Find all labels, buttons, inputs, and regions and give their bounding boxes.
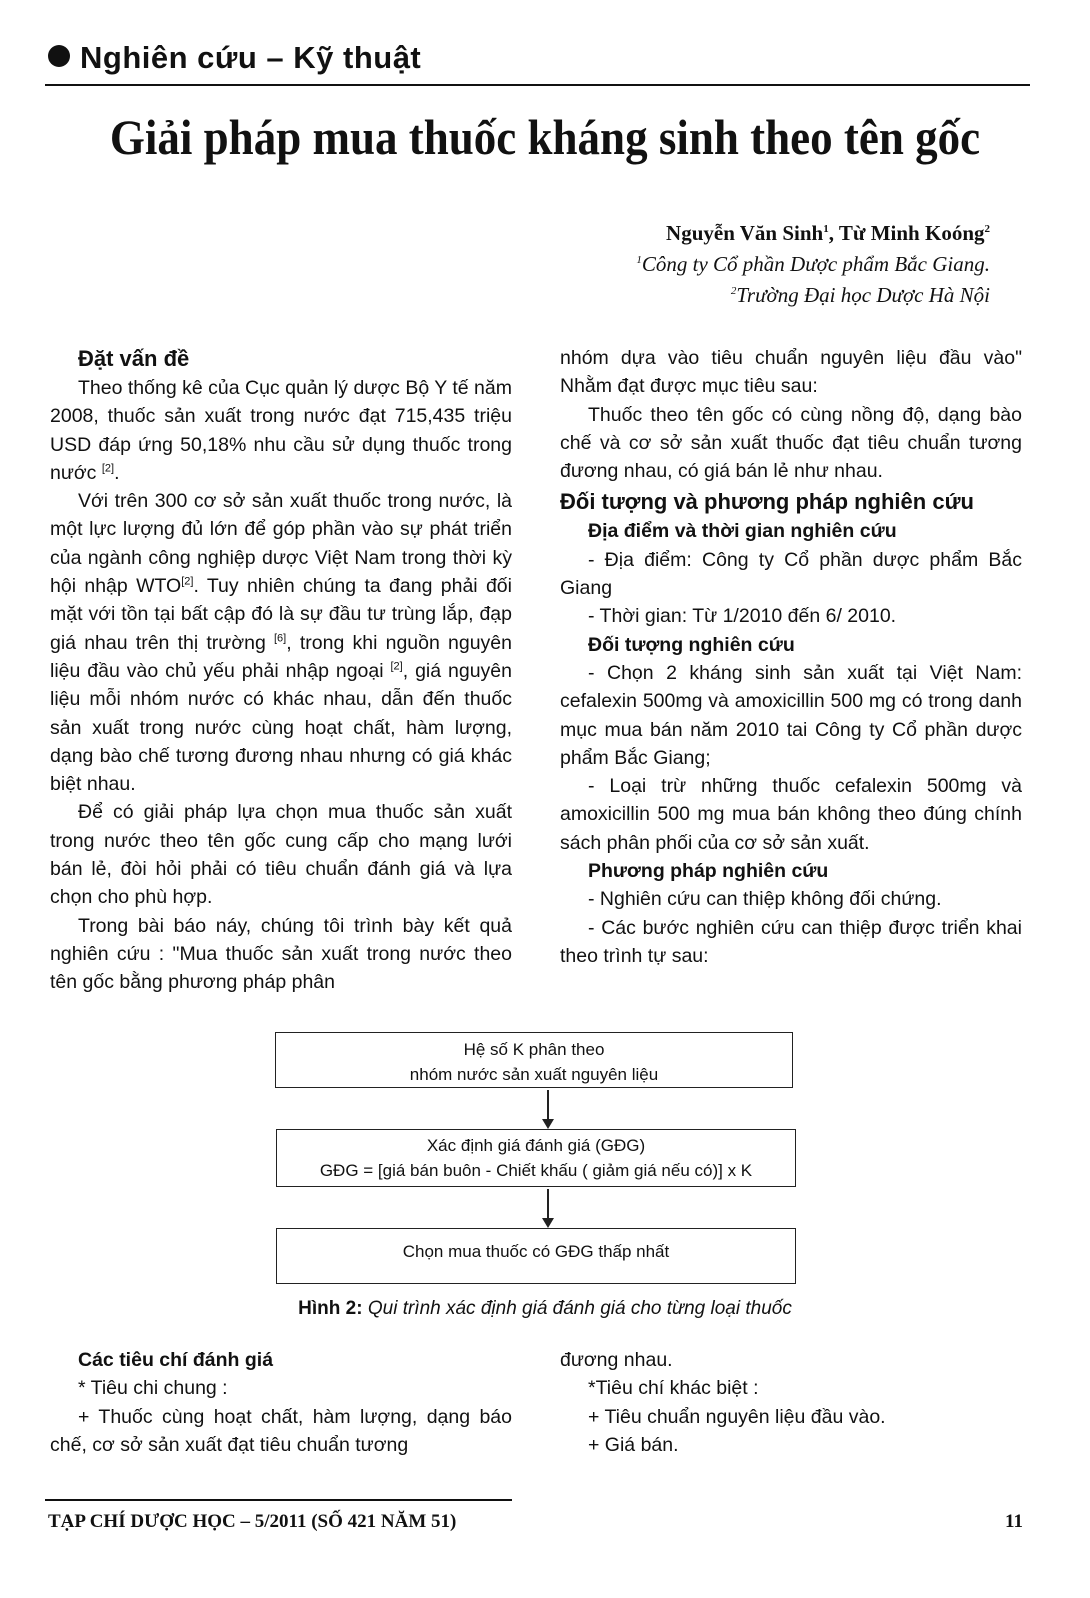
author-names: Nguyễn Văn Sinh$^1$, Từ Minh Koóng$^2$: [666, 221, 990, 245]
paragraph: - Nghiên cứu can thiệp không đối chứng.: [588, 888, 942, 911]
page-number: 11: [1005, 1511, 1023, 1532]
subheading-doi-tuong: Đối tượng nghiên cứu: [588, 633, 795, 656]
aff-2-text: Trường Đại học Dược Hà Nội: [736, 283, 990, 307]
paragraph: Thuốc theo tên gốc có cùng nồng độ, dạng bào chế và cơ sở sản xuất thuốc đạt tiêu chuẩn tương đương nhau, có giá bán lẻ như nhau.: [560, 403, 1022, 483]
left-column: [50, 344, 512, 997]
article-title: Giải pháp mua thuốc kháng sinh theo tên gốc: [109, 109, 981, 165]
paragraph: đương nhau.: [560, 1349, 673, 1371]
caption-text: Qui trình xác định giá đánh giá cho từng loại thuốc: [367, 1298, 792, 1319]
paragraph: + Tiêu chuẩn nguyên liệu đầu vào.: [588, 1405, 886, 1428]
paragraph: - Chọn 2 kháng sinh sản xuất tại Việt Nam: cefalexin 500mg và amoxicillin 500 mg có trong danh mục mua bán năm 2010 tai Công ty Cổ phần dược phẩm Bắc Giang;: [560, 661, 1022, 769]
paragraph: + Giá bán.: [588, 1433, 679, 1456]
heading-dat-van-de: Đặt vấn đề: [78, 346, 190, 371]
arrow-down-icon: [547, 1090, 549, 1127]
author-2: Từ Minh Koóng: [838, 221, 985, 245]
paragraph: [50, 487, 512, 798]
paragraph: * Tiêu chi chung :: [78, 1377, 228, 1400]
authors-block: [636, 218, 990, 311]
subheading-tieu-chi: Các tiêu chí đánh giá: [78, 1349, 274, 1371]
text: , trong khi nguồn nguyên liệu đầu vào chủ yếu phải nhập ngoại: [50, 631, 512, 682]
section-label-text: Nghiên cứu – Kỹ thuật: [80, 40, 422, 75]
paragraph: Theo thống kê của Cục quản lý dược Bộ Y tế năm 2008, thuốc sản xuất trong nước đạt 715,435 triệu USD đáp ứng 50,18% nhu cầu sử dụng thuốc trong nước [2].: [50, 377, 512, 484]
journal-footer: TẠP CHÍ DƯỢC HỌC – 5/2011 (SỐ 421 NĂM 51): [48, 1511, 457, 1532]
box-text: Xác định giá đánh giá (GĐG): [426, 1136, 646, 1155]
author-2-sup: 2: [984, 223, 990, 235]
header-rule: [45, 84, 1030, 86]
paragraph: - Thời gian: Từ 1/2010 đến 6/ 2010.: [588, 605, 897, 628]
aff-1-text: Công ty Cổ phần Dược phẩm Bắc Giang.: [641, 252, 990, 276]
text: Theo thống kê của Cục quản lý dược Bộ Y tế năm 2008, thuốc sản xuất trong nước đạt 715,435 triệu USD đáp ứng 50,18% nhu cầu sử dụng thuốc trong nước: [50, 377, 512, 484]
box-text: Chọn mua thuốc có GĐG thấp nhất: [402, 1242, 670, 1261]
section-label: [48, 40, 421, 76]
citation: [6]: [274, 632, 287, 645]
affiliation-1: [636, 249, 990, 280]
heading-doi-tuong: Đối tượng và phương pháp nghiên cứu: [560, 489, 974, 515]
bottom-left-column: [50, 1346, 512, 1459]
right-column: [560, 344, 1022, 970]
citation: [2]: [390, 660, 403, 673]
flowchart-box-3: [276, 1228, 796, 1284]
subheading-dia-diem: Địa điểm và thời gian nghiên cứu: [588, 520, 897, 543]
text: Với trên 300 cơ sở sản xuất thuốc trong nước, là một lực lượng đủ lớn để góp phần vào sự phát triển của ngành công nghiệp dược Việt Nam trong thời kỳ hội nhập WTO: [50, 490, 512, 598]
author-1: Nguyễn Văn Sinh: [666, 221, 824, 245]
subheading-phuong-phap: Phương pháp nghiên cứu: [588, 860, 829, 883]
paragraph: + Thuốc cùng hoạt chất, hàm lượng, dạng báo chế, cơ sở sản xuất đạt tiêu chuẩn tương: [50, 1405, 512, 1456]
figure-caption: [0, 1298, 1090, 1320]
flowchart-box-2: [276, 1129, 796, 1187]
flowchart-box-1: [275, 1032, 793, 1088]
box-text: Hệ số K phân theo: [463, 1040, 605, 1059]
paragraph: - Các bước nghiên cứu can thiệp được triển khai theo trình tự sau:: [560, 916, 1022, 967]
text: , giá nguyên liệu mỗi nhóm nước có khác nhau, dẫn đến thuốc sản xuất trong nước cùng hoạt chất, hàm lượng, dạng bào chế tương đương nhau nhưng có giá khác biệt nhau.: [50, 659, 512, 796]
paragraph: - Loại trừ những thuốc cefalexin 500mg và amoxicillin 500 mg mua bán không theo đúng chính sách phân phối của cơ sở sản xuất.: [560, 775, 1022, 854]
paragraph: nhóm dựa vào tiêu chuẩn nguyên liệu đầu vào" Nhằm đạt được mục tiêu sau:: [560, 347, 1022, 398]
aff-1-sup: 1: [636, 254, 642, 266]
author-1-sup: 1: [823, 223, 829, 235]
caption-label: Hình 2:: [298, 1298, 363, 1319]
paragraph: Để có giải pháp lựa chọn mua thuốc sản xuất trong nước theo tên gốc cung cấp cho mạng lưới bán lẻ, đòi hỏi phải có tiêu chuẩn đánh giá và lựa chọn cho phù hợp.: [50, 801, 512, 909]
paragraph: - Địa điểm: Công ty Cổ phần dược phẩm Bắc Giang: [560, 548, 1022, 600]
citation: [2]: [181, 575, 194, 588]
box-text: nhóm nước sản xuất nguyên liệu: [409, 1065, 659, 1084]
footer-rule: [45, 1499, 512, 1501]
bottom-right-column: [560, 1346, 1022, 1459]
paragraph: Trong bài báo náy, chúng tôi trình bày kết quả nghiên cứu : "Mua thuốc sản xuất trong nước theo tên gốc bằng phương pháp phân: [50, 914, 512, 994]
arrow-down-icon: [547, 1189, 549, 1226]
affiliation-2: [636, 280, 990, 311]
text: . Tuy nhiên chúng ta đang phải đối mặt với tồn tại bất cập đó là sự đầu tư trùng lắp, đạp giá nhau trên thị trường: [50, 575, 512, 654]
box-text: GĐG = [giá bán buôn - Chiết khấu ( giảm giá nếu có)] x K: [319, 1161, 753, 1180]
paragraph: *Tiêu chí khác biệt :: [588, 1377, 759, 1400]
bullet-icon: [48, 45, 70, 67]
aff-2-sup: 2: [730, 285, 737, 297]
citation: [2]: [101, 462, 115, 475]
